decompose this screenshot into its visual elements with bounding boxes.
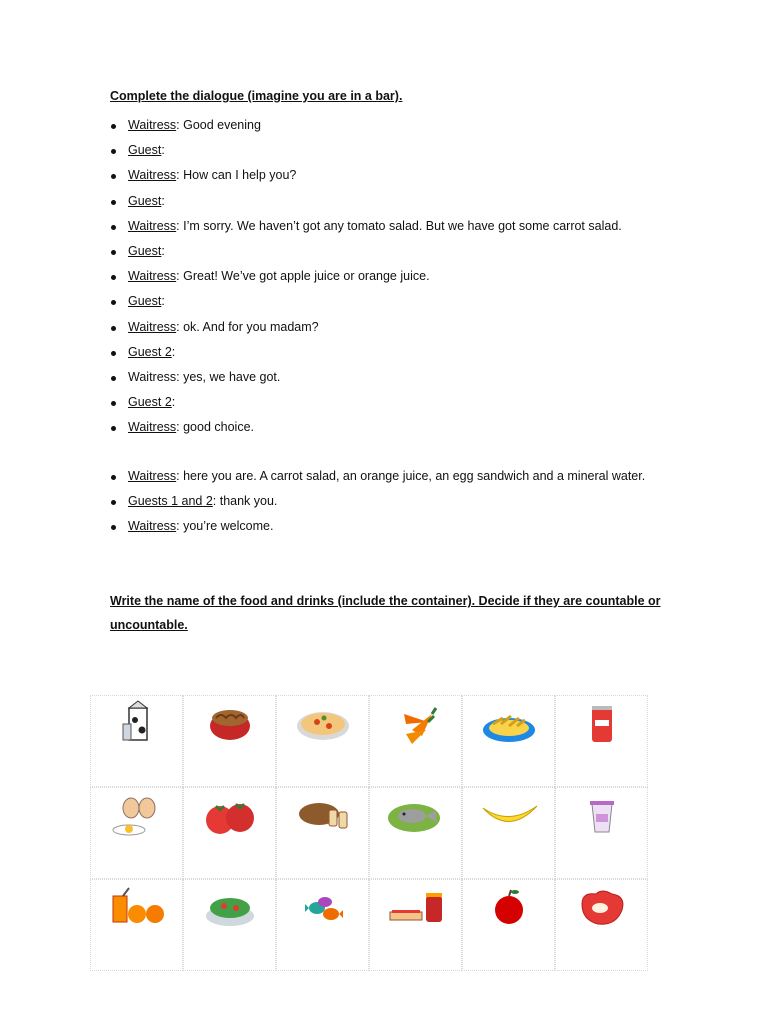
food-cell (183, 879, 276, 971)
food-cell (90, 787, 183, 879)
dialogue-line (108, 390, 622, 415)
line-text: : I’m sorry. We haven’t got any tomato salad. But we have got some carrot salad. (176, 218, 622, 233)
speaker-label: Guests 1 and 2 (128, 494, 213, 509)
speaker-label: Waitress (128, 469, 177, 483)
banana-icon (475, 792, 543, 840)
dialogue-line (108, 239, 622, 264)
food-cell (555, 695, 648, 787)
line-text: : (161, 243, 165, 258)
spaghetti-bowl-icon (196, 700, 264, 748)
speaker-label: Guest (128, 294, 162, 309)
speaker-label: Guest 2 (128, 344, 172, 359)
line-text: : yes, we have got. (176, 369, 281, 384)
line-text: : How can I help you? (176, 168, 297, 183)
food-cell (369, 695, 462, 787)
food-cell (90, 695, 183, 787)
food-cell (183, 787, 276, 879)
line-text: : Great! We’ve got apple juice or orange juice. (176, 269, 430, 284)
dialogue-line (108, 464, 645, 489)
food-heading: Write the name of the food and drinks (include the container). Decide if they are countable or uncountable. (110, 594, 661, 632)
dialogue-line (108, 365, 622, 390)
tomatoes-icon (196, 792, 264, 840)
yogurt-icon (568, 792, 636, 840)
speaker-label: Waitress (128, 420, 177, 435)
salad-bowl-icon (196, 884, 264, 932)
pizza-icon (289, 700, 357, 748)
line-text: : (171, 395, 176, 410)
dialogue-line (108, 315, 622, 340)
dialogue-line (108, 189, 622, 214)
dialogue-line (108, 415, 622, 440)
food-cell (90, 879, 183, 971)
dialogue-line (108, 214, 622, 239)
food-cell (369, 787, 462, 879)
food-cell (183, 695, 276, 787)
line-text: : thank you. (212, 494, 278, 509)
food-cell (369, 879, 462, 971)
line-text: : (161, 193, 165, 208)
speaker-label: Waitress (128, 118, 177, 132)
food-cell (555, 879, 648, 971)
dialogue-line (108, 340, 622, 365)
carrots-icon (382, 700, 450, 748)
milk-carton-icon (103, 700, 171, 748)
dialogue-line (108, 113, 622, 138)
fish-plate-icon (382, 792, 450, 840)
food-cell (462, 695, 555, 787)
speaker-label: Waitress (128, 319, 177, 334)
sweets-icon (289, 884, 357, 932)
dialogue-list (108, 113, 622, 440)
line-text: : here you are. A carrot salad, an orange juice, an egg sandwich and a mineral water. (176, 469, 646, 483)
dialogue-heading: Complete the dialogue (imagine you are in a bar). (110, 89, 403, 103)
dialogue-line (108, 289, 622, 314)
food-cell (555, 787, 648, 879)
food-cell (276, 787, 369, 879)
dialogue-line (108, 514, 645, 539)
food-cell (276, 879, 369, 971)
dialogue-line (108, 264, 622, 289)
jam-jar-icon (382, 884, 450, 932)
speaker-label: Guest (128, 243, 162, 258)
speaker-label: Guest 2 (128, 395, 172, 410)
line-text: : (171, 344, 176, 359)
eggs-icon (103, 792, 171, 840)
food-cell (276, 695, 369, 787)
orange-juice-icon (103, 884, 171, 932)
speaker-label: Guest (128, 143, 162, 158)
dialogue-line (108, 138, 622, 163)
bread-loaf-icon (289, 792, 357, 840)
speaker-label: Waitress (128, 168, 177, 183)
speaker-label: Waitress (128, 519, 177, 534)
speaker-label: Waitress (128, 269, 177, 284)
speaker-label: Guest (128, 193, 162, 208)
dialogue-list-closing (108, 464, 645, 540)
line-text: : Good evening (176, 118, 261, 132)
dialogue-line (108, 489, 645, 514)
food-cell (462, 879, 555, 971)
line-text: : (161, 294, 165, 309)
apple-icon (475, 884, 543, 932)
line-text: : (161, 143, 165, 158)
soda-can-icon (568, 700, 636, 748)
meat-steak-icon (568, 884, 636, 932)
dialogue-line (108, 163, 622, 188)
line-text: : you’re welcome. (176, 519, 274, 534)
chips-plate-icon (475, 700, 543, 748)
food-picture-grid (90, 695, 648, 971)
line-text: : ok. And for you madam? (176, 319, 319, 334)
speaker-label: Waitress (128, 369, 177, 384)
food-cell (462, 787, 555, 879)
line-text: : good choice. (176, 420, 254, 435)
speaker-label: Waitress (128, 218, 177, 233)
